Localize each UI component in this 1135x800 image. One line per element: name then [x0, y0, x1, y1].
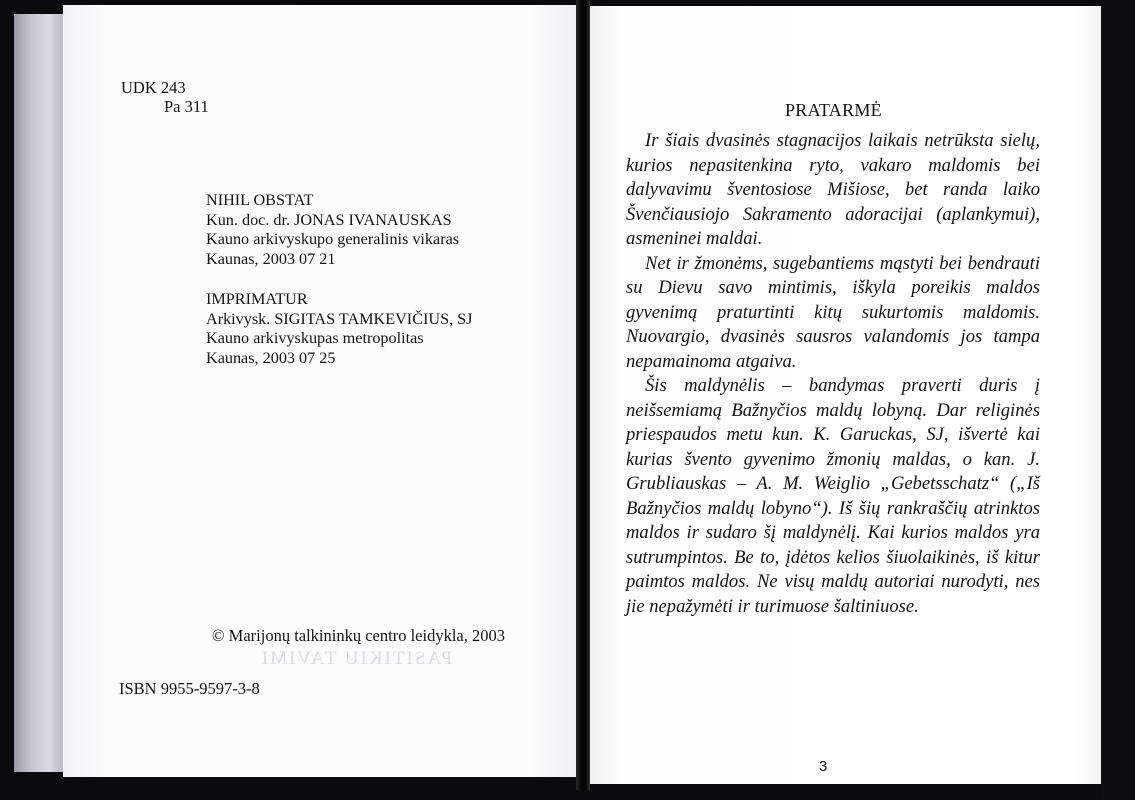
page-title: PRATARMĖ [785, 100, 882, 120]
show-through-text: PASITIKIU TAVIMI [259, 648, 452, 669]
book-gutter [576, 0, 590, 790]
nihil-obstat-line: Kaunas, 2003 07 21 [206, 249, 336, 268]
udk-code: UDK 243 [121, 78, 186, 97]
scanner-edge-strip [14, 14, 64, 772]
imprimatur-line: Arkivysk. SIGITAS TAMKEVIČIUS, SJ [206, 309, 473, 328]
preface-paragraph: Net ir žmonėms, sugebantiems mąstyti bei bendrauti su Dievu savo mintimis, iškyla poreikis maldos gyvenimą praturtinti kitų sukurtomis maldomis. Nuovargio, dvasinės sausros valandomis jos tampa nepamainoma atgaiva. [626, 252, 1040, 372]
preface-paragraph: Šis maldynėlis – bandymas praverti duris į neišsemiamą Bažnyčios maldų lobyną. Dar religinės priespaudos metu kun. K. Garuckas, SJ, išvertė kai kurias švento gyvenimo žmonių maldas, o kan. J. Grubliauskas – A. M. Weiglio „Gebetsschatz“ („Iš Bažnyčios maldų lobyno“). Iš šių rankraščių atrinktos maldos ir sudaro šį maldynėlį. Kai kurios maldos yra sutrumpintos. Be to, įdėtos kelios šiuolaikinės, iš kitur paimtos maldos. Ne visų maldų autoriai nurodyti, nes jie nepažymėti ir turimuose šaltiniuose. [626, 375, 1040, 617]
isbn: ISBN 9955-9597-3-8 [119, 679, 260, 698]
nihil-obstat-line: Kun. doc. dr. JONAS IVANAUSKAS [206, 210, 452, 229]
copyright-notice: © Marijonų talkininkų centro leidykla, 2003 [212, 626, 505, 645]
imprimatur-heading: IMPRIMATUR [206, 290, 308, 308]
nihil-obstat-line: Kauno arkivyskupo generalinis vikaras [206, 230, 460, 248]
udk-classification [121, 78, 209, 116]
scanner-background-right [1101, 0, 1135, 800]
preface-paragraph: Ir šiais dvasinės stagnacijos laikais netrūksta sielų, kurios nepasitenkina ryto, vakaro maldomis bei dalyvavimu šventosiose Mišiose, bet randa laiko Švenčiausiojo Sakramento adoracijai (aplankymui), asmeninei maldai. [626, 130, 1040, 249]
nihil-obstat-heading: NIHIL OBSTAT [206, 191, 314, 209]
nihil-obstat-block [206, 191, 459, 269]
page-number: 3 [819, 758, 828, 775]
imprimatur-block [206, 290, 472, 368]
author-mark: Pa 311 [164, 97, 209, 116]
imprimatur-line: Kaunas, 2003 07 25 [206, 348, 336, 367]
preface-body [626, 129, 1040, 619]
imprimatur-line: Kauno arkivyskupas metropolitas [206, 329, 424, 347]
